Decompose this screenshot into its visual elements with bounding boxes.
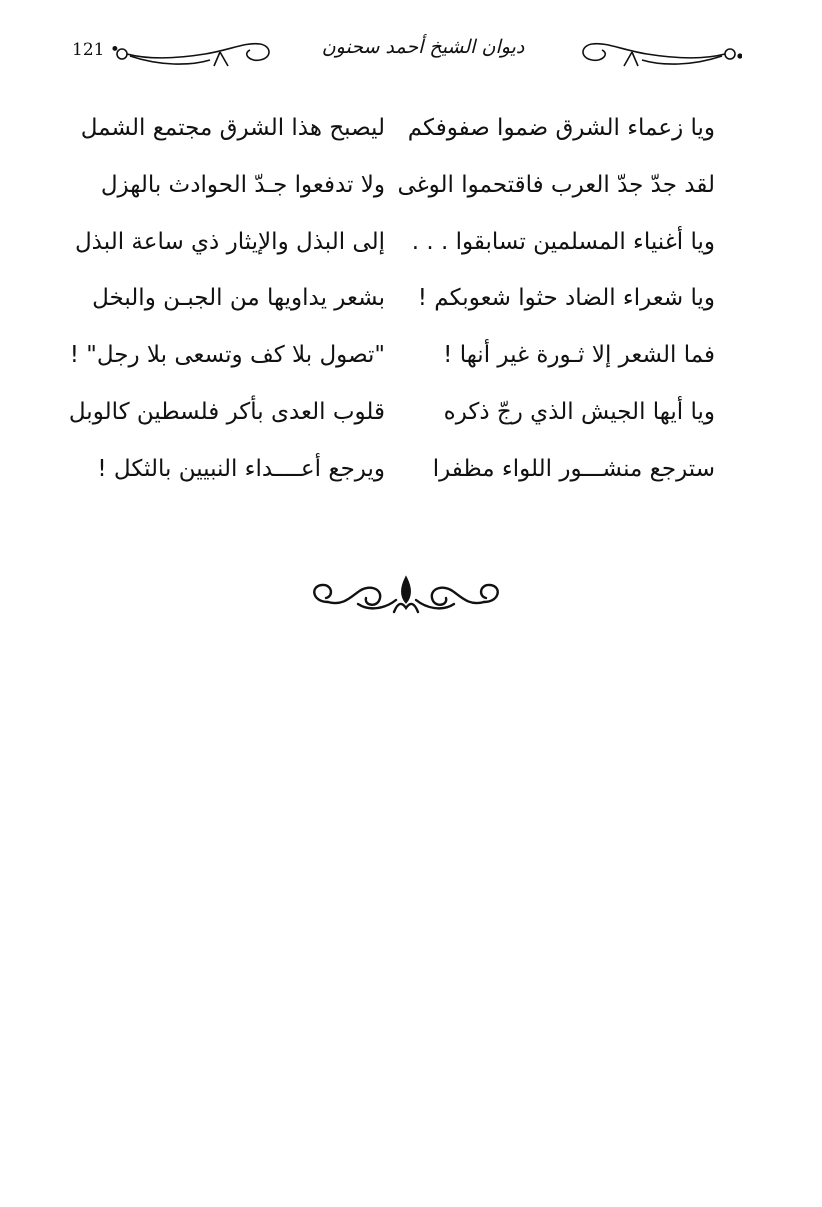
verse-first-hemistich: لقد جدّ جدّ العرب فاقتحموا الوغى <box>397 171 715 198</box>
verse-second-hemistich: ولا تدفعوا جـدّ الحوادث بالهزل <box>100 171 385 198</box>
running-header <box>60 26 760 76</box>
fleuron-ornament-icon <box>298 572 514 628</box>
verse-first-hemistich: ويا أيها الجيش الذي رجّ ذكره <box>443 398 715 425</box>
verse-first-hemistich: ويا زعماء الشرق ضموا صفوفكم <box>407 115 715 141</box>
verse-line <box>74 222 715 279</box>
verse-line <box>92 278 715 335</box>
running-title: ديوان الشيخ أحمد سحنون <box>321 36 525 58</box>
verse-second-hemistich: إلى البذل والإيثار ذي ساعة البذل <box>74 228 385 255</box>
poem <box>68 108 715 506</box>
verse-line <box>68 392 715 449</box>
verse-second-hemistich: قلوب العدى بأكر فلسطين كالوبل <box>68 398 385 425</box>
page-number: 121 • <box>72 40 120 60</box>
scroll-flourish-icon <box>110 32 280 72</box>
verse-first-hemistich: ويا شعراء الضاد حثوا شعوبكم ! <box>417 285 715 312</box>
verse-first-hemistich: فما الشعر إلا ثـورة غير أنها ! <box>443 342 715 369</box>
verse-first-hemistich: سترجع منشـــور اللواء مظفرا <box>432 455 715 482</box>
verse-line <box>100 165 715 222</box>
verse-second-hemistich: ليصبح هذا الشرق مجتمع الشمل <box>80 115 385 141</box>
verse-line <box>80 108 715 165</box>
verse-line <box>69 335 715 392</box>
verse-second-hemistich: ويرجع أعــــداء النبيين بالثكل ! <box>97 455 385 482</box>
verse-first-hemistich: ويا أغنياء المسلمين تسابقوا . . . <box>411 228 715 255</box>
scroll-flourish-icon <box>572 32 742 72</box>
verse-second-hemistich: بشعر يداويها من الجبـن والبخل <box>92 285 385 312</box>
verse-line <box>97 449 715 506</box>
verse-second-hemistich: "تصول بلا كف وتسعى بلا رجل" ! <box>69 342 385 369</box>
